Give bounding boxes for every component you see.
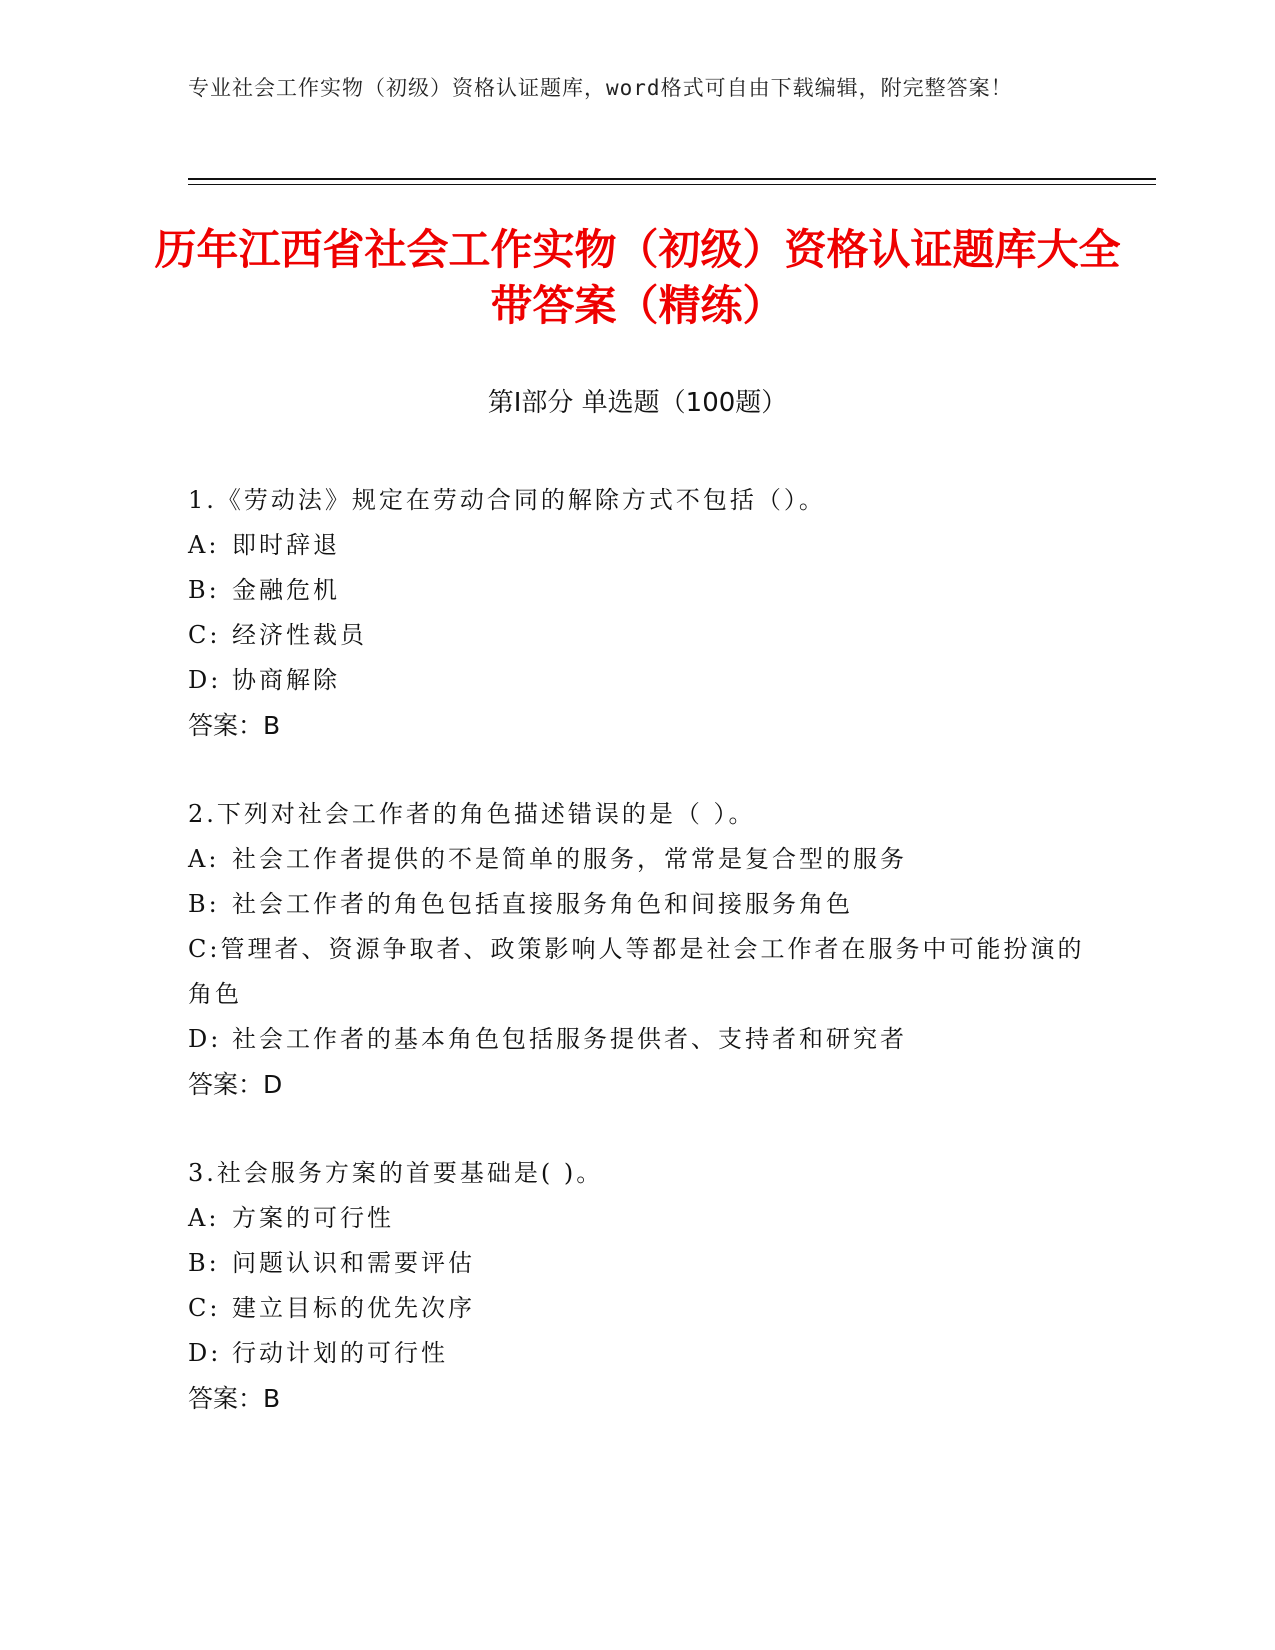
- option-text: 问题认识和需要评估: [232, 1249, 475, 1277]
- option-text: 协商解除: [232, 666, 340, 694]
- header-rule-thick: [188, 178, 1156, 180]
- option-c: [188, 927, 1088, 1017]
- option-letter: A:: [188, 845, 220, 873]
- question-stem: 3.社会服务方案的首要基础是( )。: [188, 1159, 604, 1187]
- section-heading: 第I部分 单选题（100题）: [487, 388, 788, 418]
- option-text: 社会工作者的角色包括直接服务角色和间接服务角色: [232, 890, 853, 918]
- option-d: [188, 1017, 1088, 1062]
- option-letter: B:: [188, 890, 220, 918]
- option-letter: A:: [188, 1204, 220, 1232]
- option-d: [188, 658, 1088, 703]
- question-1: [188, 478, 1088, 748]
- option-text: 建立目标的优先次序: [232, 1294, 475, 1322]
- option-letter: B:: [188, 1249, 220, 1277]
- answer: 答案：B: [188, 711, 281, 740]
- answer: 答案：D: [188, 1070, 283, 1099]
- option-a: [188, 837, 1088, 882]
- option-letter: C:: [188, 935, 221, 963]
- option-text: 社会工作者提供的不是简单的服务，常常是复合型的服务: [232, 845, 907, 873]
- option-letter: C:: [188, 1294, 221, 1322]
- option-b: [188, 568, 1088, 613]
- question-list: [188, 478, 1088, 1465]
- question-2: [188, 792, 1088, 1107]
- option-letter: D:: [188, 1025, 222, 1053]
- option-b: [188, 882, 1088, 927]
- option-text: 方案的可行性: [232, 1204, 394, 1232]
- document-title: 历年江西省社会工作实物（初级）资格认证题库大全带答案（精练）: [154, 225, 1121, 330]
- option-text: 金融危机: [232, 576, 340, 604]
- option-a: [188, 523, 1088, 568]
- option-c: [188, 1286, 1088, 1331]
- header-note: 专业社会工作实物（初级）资格认证题库，word格式可自由下载编辑，附完整答案！: [188, 76, 1013, 100]
- option-letter: D:: [188, 1339, 222, 1367]
- option-letter: A:: [188, 531, 220, 559]
- option-letter: C:: [188, 621, 221, 649]
- answer: 答案：B: [188, 1384, 281, 1413]
- question-stem: 2.下列对社会工作者的角色描述错误的是（ ）。: [188, 800, 756, 828]
- option-text: 即时辞退: [232, 531, 340, 559]
- option-text: 社会工作者的基本角色包括服务提供者、支持者和研究者: [232, 1025, 907, 1053]
- option-text: 行动计划的可行性: [232, 1339, 448, 1367]
- option-letter: D:: [188, 666, 222, 694]
- option-d: [188, 1331, 1088, 1376]
- question-stem: 1.《劳动法》规定在劳动合同的解除方式不包括（）。: [188, 486, 826, 514]
- question-3: [188, 1151, 1088, 1421]
- header-rule-thin: [188, 184, 1156, 185]
- option-b: [188, 1241, 1088, 1286]
- option-c: [188, 613, 1088, 658]
- option-a: [188, 1196, 1088, 1241]
- option-letter: B:: [188, 576, 220, 604]
- option-text: 管理者、资源争取者、政策影响人等都是社会工作者在服务中可能扮演的角色: [188, 935, 1085, 1008]
- option-text: 经济性裁员: [232, 621, 367, 649]
